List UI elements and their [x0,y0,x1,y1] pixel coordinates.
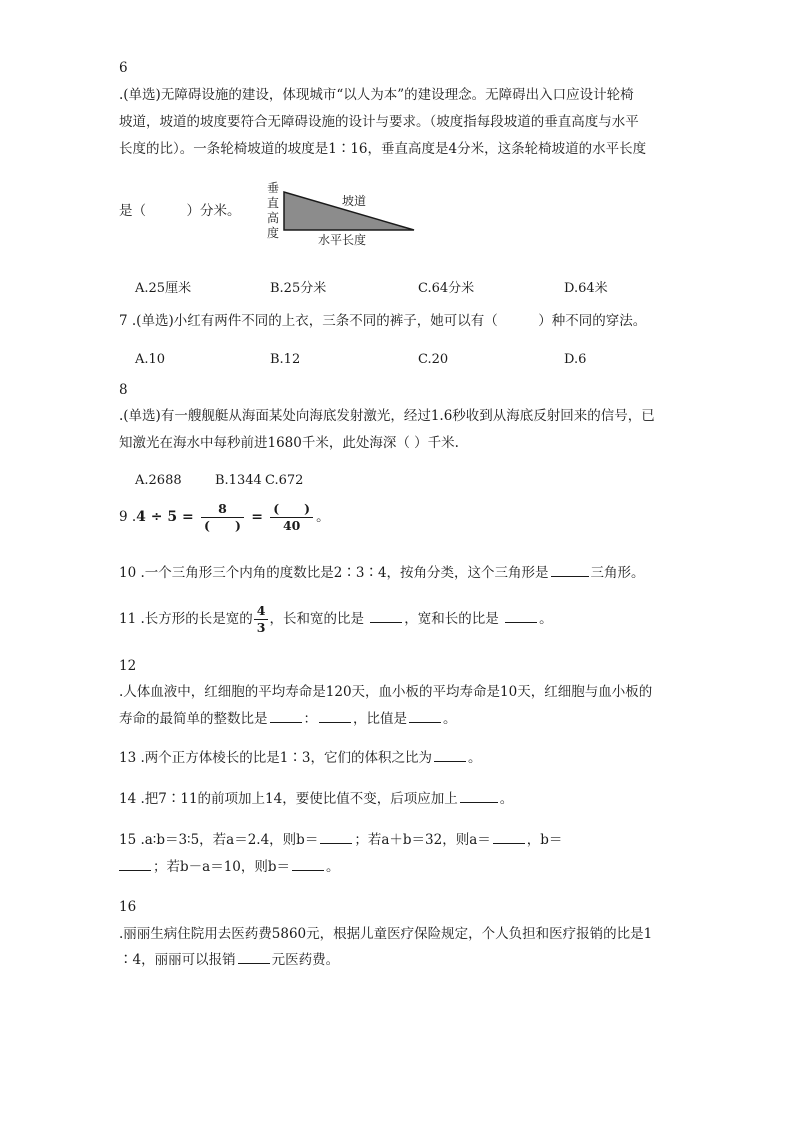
q13-blank[interactable] [434,749,466,762]
q12-blank-2[interactable] [319,710,351,723]
question-8-line-2: 知激光在海水中每秒前进1680千米，此处海深（ ）千米. [119,435,459,451]
slope-label: 坡道 [342,194,367,208]
horizontal-label: 水平长度 [318,233,367,247]
vertical-label-3: 高 [267,211,280,225]
q7-option-b[interactable]: B.12 [270,352,301,367]
vertical-label-4: 度 [267,226,280,240]
q11-frac-numerator: 4 [254,603,269,620]
question-9 [119,500,330,534]
question-6-line-1: .(单选)无障碍设施的建设，体现城市“以人为本”的建设理念。无障碍出入口应设计轮椅 [119,87,634,103]
question-11 [119,602,553,636]
question-6-line-3: 长度的比）。一条轮椅坡道的坡度是1∶16，垂直高度是4分米，这条轮椅坡道的水平长度 [119,141,647,157]
q9-fraction-2 [270,501,313,534]
question-7-text: 7 .(单选)小红有两件不同的上衣，三条不同的裤子，她可以有（ ）种不同的穿法。 [119,313,647,329]
q8-option-b[interactable]: B.1344 [215,473,262,488]
q13-text: 13 .两个正方体棱长的比是1∶3，它们的体积之比为 [119,750,432,766]
question-10 [119,564,645,582]
vertical-label-1: 垂 [267,181,280,195]
q11-blank-1[interactable] [370,610,402,623]
q6-option-c[interactable]: C.64分米 [418,281,475,296]
question-8-number: 8 [119,382,128,398]
q15-blank-4[interactable] [292,858,324,871]
q11-fraction [254,603,269,636]
q15-text-d: ；若b－a＝10，则b＝ [153,859,291,875]
q6-option-a[interactable]: A.25厘米 [135,281,192,296]
q13-suffix: 。 [467,750,482,766]
question-12-line-2 [119,710,457,728]
q15-text-c: ，b＝ [526,832,563,848]
q10-answer-blank[interactable] [551,564,589,577]
question-16-number: 16 [119,899,137,915]
q9-frac2-numerator-blank[interactable]: ( ) [270,501,313,518]
q12-blank-3[interactable] [409,710,441,723]
q14-suffix: 。 [499,791,514,807]
ramp-diagram [262,178,422,248]
q11-blank-2[interactable] [505,610,537,623]
q15-blank-3[interactable] [119,858,151,871]
question-8-line-1: .(单选)有一艘舰艇从海面某处向海底发射激光，经过1.6秒收到从海底反射回来的信号，已 [119,408,655,424]
q15-text-b: ；若a＋b＝32，则a＝ [354,832,491,848]
q11-mid1: ，长和宽的比是 [269,611,364,627]
q14-text: 14 .把7∶11的前项加上14，要使比值不变，后项应加上 [119,791,458,807]
q6-option-b[interactable]: B.25分米 [270,281,327,296]
q12-blank-1[interactable] [270,710,302,723]
q15-text-a: 15 .a∶b＝3∶5，若a＝2.4，则b＝ [119,832,319,848]
question-6-line-4: 是（ ）分米。 [119,203,241,219]
vertical-label-2: 直 [267,196,280,210]
q9-equals: = [251,509,263,525]
q11-pre: 11 .长方形的长是宽的 [119,611,253,627]
q12-text-a: 寿命的最简单的整数比是 [119,711,268,727]
q9-frac2-denominator: 40 [282,518,301,533]
q11-end: 。 [539,611,553,627]
question-16-line-1: .丽丽生病住院用去医药费5860元，根据儿童医疗保险规定，个人负担和医疗报销的比是1 [119,926,653,942]
question-12-line-1: .人体血液中，红细胞的平均寿命是120天，血小板的平均寿命是10天，红细胞与血小板的 [119,684,653,700]
q9-frac1-denominator-blank[interactable]: ( ) [204,518,241,533]
q15-text-e: 。 [326,859,340,875]
q12-text-d: 。 [443,711,457,727]
q6-option-d[interactable]: D.64米 [564,281,608,296]
q7-option-c[interactable]: C.20 [418,352,449,367]
q12-text-b: ： [303,711,317,727]
q8-option-a[interactable]: A.2688 [135,473,182,488]
q7-option-a[interactable]: A.10 [135,352,166,367]
q14-blank[interactable] [460,790,498,803]
question-13 [119,749,481,767]
q10-text: 10 .一个三角形三个内角的度数比是2∶3∶4，按角分类，这个三角形是 [119,565,549,581]
question-15-line-2 [119,858,340,876]
question-6-line-2: 坡道，坡道的坡度要符合无障碍设施的设计与要求。（坡度指每段坡道的垂直高度与水平 [119,114,639,130]
question-12-number: 12 [119,658,137,674]
question-15-line-1 [119,831,562,849]
q8-option-c[interactable]: C.672 [265,473,304,488]
q9-fraction-1 [201,501,244,534]
q9-frac1-numerator: 8 [201,501,244,518]
q15-blank-1[interactable] [320,831,352,844]
question-6-number: 6 [119,60,128,76]
question-16-line-2 [119,951,339,969]
q10-suffix: 三角形。 [590,565,645,581]
q11-frac-denominator: 3 [256,620,266,635]
question-14 [119,790,513,808]
q9-expression: 4 ÷ 5 = [136,509,194,525]
q9-prefix: 9 . [119,509,137,525]
q9-suffix: 。 [316,509,330,525]
q16-text-a: ∶4，丽丽可以报销 [119,952,236,968]
q11-mid2: ，宽和长的比是 [404,611,499,627]
q16-blank[interactable] [238,951,270,964]
q7-option-d[interactable]: D.6 [564,352,587,367]
q12-text-c: ，比值是 [353,711,407,727]
q16-text-b: 元医药费。 [271,952,340,968]
q15-blank-2[interactable] [493,831,525,844]
